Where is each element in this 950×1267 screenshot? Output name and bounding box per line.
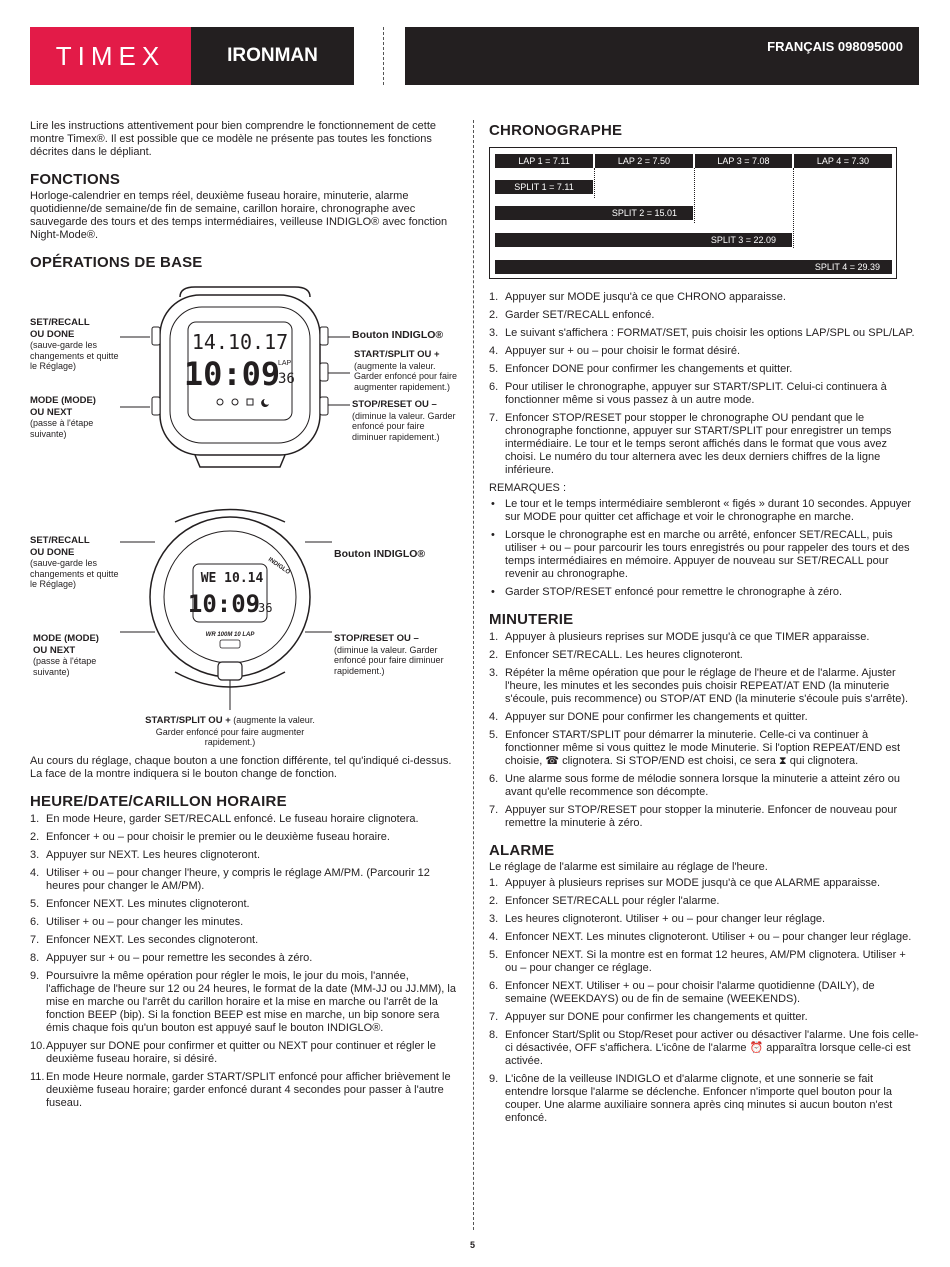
list-item: 7. Appuyer sur DONE pour confirmer les changements et quitter. [489, 1011, 808, 1023]
heure-heading: HEURE/DATE/CARILLON HORAIRE [30, 793, 287, 810]
lap-split-diagram [489, 147, 897, 279]
list-item: 4. Appuyer sur DONE pour confirmer les changements et quitter. [489, 711, 808, 723]
list-item: 5. Enfoncer START/SPLIT pour démarrer la minuterie. Celle-ci va continuer à fonctionner même si vous quittez le mode Minuterie. Si l'option REPEAT/END est choisie, ☎ clignotera. Si STOP/END est choisi, ce sera ⧗ qui clignotera. [489, 729, 901, 767]
list-item: • Le tour et le temps intermédiaire sembleront « figés » durant 10 secondes. Appuyer sur MODE pour quitter cet affichage et voir le chronographe en marche. [489, 498, 919, 524]
w1-lcd-lap: LAP [278, 360, 292, 367]
remarks-list [489, 498, 919, 599]
lap-2-bar: LAP 2 = 7.50 [595, 154, 693, 168]
w1-lcd-date: 14.10.17 [191, 330, 289, 354]
chrono-list [489, 291, 919, 477]
list-item: 2. Enfoncer + ou – pour choisir le premier ou le deuxième fuseau horaire. [30, 831, 390, 843]
list-item: 6. Enfoncer NEXT. Utiliser + ou – pour choisir l'alarme quotidienne (DAILY), de semaine (WEEKDAYS) ou de fin de semaine (WEEKENDS). [489, 980, 875, 1005]
list-item: 5. Enfoncer DONE pour confirmer les changements et quitter. [489, 363, 793, 375]
list-item: 9. L'icône de la veilleuse INDIGLO et d'alarme clignote, et une sonnerie se fait entendre lorsque l'alarme se déclenche. Enfoncer n'importe quel bouton pour la couper. Une alarme auxiliaire sonnera après cinq minutes si aucun bouton n'est enfoncé. [489, 1073, 893, 1124]
minuterie-heading: MINUTERIE [489, 611, 574, 628]
fonctions-text: Horloge-calendrier en temps réel, deuxième fuseau horaire, minuterie, alarme quotidienne/de semaine/de fin de semaine, carillon horaire, chronographe avec sauvegarde des tours et des temps intermédiaires, veilleuse INDIGLO® avec fonction Night-Mode®. [30, 190, 448, 241]
list-item: 3. Les heures clignoteront. Utiliser + ou – pour changer leur réglage. [489, 913, 826, 925]
list-item: 1. Appuyer sur MODE jusqu'à ce que CHRONO apparaisse. [489, 291, 786, 303]
alarme-intro: Le réglage de l'alarme est similaire au réglage de l'heure. [489, 861, 768, 873]
w2-set-label: SET/RECALL OU DONE (sauve-garde les changements et quitte le Réglage) [30, 535, 119, 589]
lap-4-bar: LAP 4 = 7.30 [794, 154, 892, 168]
watch-1-diagram [120, 277, 360, 472]
list-item: 6. Pour utiliser le chronographe, appuyer sur START/SPLIT. Celui-ci continuera à fonctionner même si vous passez à un autre mode. [489, 381, 887, 406]
w1-indiglo-label: Bouton INDIGLO® [352, 329, 444, 341]
list-item: 1. Appuyer à plusieurs reprises sur MODE jusqu'à ce que ALARME apparaisse. [489, 877, 881, 889]
list-item: 4. Utiliser + ou – pour changer l'heure, y compris le réglage AM/PM. (Parcourir 12 heures pour changer le AM/PM). [30, 867, 430, 892]
w2-indiglo-label: Bouton INDIGLO® [334, 548, 426, 560]
list-item: 7. Appuyer sur STOP/RESET pour stopper la minuterie. Enfoncer de nouveau pour remettre la minuterie à zéro. [489, 804, 898, 829]
alarme-heading: ALARME [489, 842, 555, 859]
split-4-bar: SPLIT 4 = 29.39 [495, 260, 892, 274]
operations-heading: OPÉRATIONS DE BASE [30, 254, 203, 271]
list-item: 6. Une alarme sous forme de mélodie sonnera lorsque la minuterie a atteint zéro ou avant qu'elle recommence son décompte. [489, 773, 900, 798]
alarme-list [489, 877, 919, 1125]
list-item: 9. Poursuivre la même opération pour régler le mois, le jour du mois, l'année, l'affichage de l'heure sur 12 ou 24 heures, le format de la date (MM-JJ ou JJ.MM), la mise en marche ou l'arrêt du carillon horaire et la mise en marche ou l'arrêt de la fonction BEEP (bip). Si la fonction BEEP est mise en marche, un bip sonore sera émis chaque fois qu'un bouton est appuyé sauf le bouton INDIGLO®. [30, 970, 456, 1034]
list-item: 11. En mode Heure normale, garder START/SPLIT enfoncé pour afficher brièvement le deuxième fuseau horaire; garder enfoncé durant 4 secondes pour passer à l'autre fuseau. [30, 1071, 451, 1109]
ironman-logo: IRONMAN [191, 27, 354, 85]
lap-1-bar: LAP 1 = 7.11 [495, 154, 593, 168]
list-item: 7. Enfoncer NEXT. Les secondes clignoteront. [30, 934, 259, 946]
watch-diagrams [30, 277, 458, 755]
w1-set-label: SET/RECALL OU DONE (sauve-garde les changements et quitte le Réglage) [30, 317, 119, 371]
list-item: 8. Appuyer sur + ou – pour remettre les secondes à zéro. [30, 952, 313, 964]
w2-lcd-time: 10:09 [187, 590, 261, 618]
left-column [30, 120, 458, 1115]
w2-lcd-date: WE 10.14 [200, 571, 264, 586]
list-item: • Garder STOP/RESET enfoncé pour remettre le chronographe à zéro. [489, 586, 919, 599]
list-item: 5. Enfoncer NEXT. Les minutes clignoteront. [30, 898, 250, 910]
right-column [489, 120, 919, 1130]
list-item: 8. Enfoncer Start/Split ou Stop/Reset pour activer ou désactiver l'alarme. Une fois celle-ci désactivée, OFF s'affichera. L'icône de l'alarme ⏰ apparaîtra lorsque celle-ci est activée. [489, 1029, 919, 1067]
w1-stop-label: STOP/RESET OU – (diminue la valeur. Garder enfoncé pour faire diminuer rapidement.) [352, 399, 456, 442]
intro-text: Lire les instructions attentivement pour bien comprendre le fonctionnement de cette montre Timex®. Il est possible que ce modèle ne présente pas toutes les fonctions décrites dans le dépliant. [30, 120, 437, 158]
operations-after: Au cours du réglage, chaque bouton a une fonction différente, tel qu'indiqué ci-dessus. La face de la montre indiquera si le bouton change de fonction. [30, 755, 452, 780]
watch-2-diagram [120, 502, 340, 712]
list-item: 4. Appuyer sur + ou – pour choisir le format désiré. [489, 345, 741, 357]
w1-start-label: START/SPLIT OU + (augmente la valeur. Garder enfoncé pour faire augmenter rapidement.) [354, 349, 458, 392]
list-item: 2. Garder SET/RECALL enfoncé. [489, 309, 655, 321]
w2-start-label: START/SPLIT OU + (augmente la valeur. Garder enfoncé pour faire augmenter rapidement.) [145, 715, 315, 747]
lap-3-bar: LAP 3 = 7.08 [695, 154, 792, 168]
page-number: 5 [470, 1240, 476, 1250]
list-item: 1. Appuyer à plusieurs reprises sur MODE jusqu'à ce que TIMER apparaisse. [489, 631, 870, 643]
split-1-bar: SPLIT 1 = 7.11 [495, 180, 593, 194]
list-item: 5. Enfoncer NEXT. Si la montre est en format 12 heures, AM/PM clignotera. Utiliser + ou – pour changer ce réglage. [489, 949, 906, 974]
list-item: • Lorsque le chronographe est en marche ou arrêté, enfoncer SET/RECALL, puis utiliser + ou – pour parcourir les tours enregistrés ou pour rappeler des tours et des temps intermédiaires en mémoire. Appuyer de nouveau sur SET/RECALL pour revenir au chronographe. [489, 529, 919, 581]
heure-list [30, 813, 458, 1110]
w2-face-text: WR 100M 10 LAP [205, 632, 255, 638]
minuterie-list [489, 631, 919, 830]
list-item: 10. Appuyer sur DONE pour confirmer et quitter ou NEXT pour continuer et régler le deuxième fuseau horaire, si désiré. [30, 1040, 436, 1065]
w2-lcd-sec: 36 [258, 601, 273, 615]
list-item: 2. Enfoncer SET/RECALL. Les heures clignoteront. [489, 649, 743, 661]
timex-logo: TIMEX [30, 27, 191, 85]
list-item: 7. Enfoncer STOP/RESET pour stopper le chronographe OU pendant que le chronographe fonctionne, appuyer sur START/SPLIT pour enregistrer un temps intermédiaire. Le tour et le temps seront affichés dans le format que vous avez choisi. Le numéro du tour alternera avec les deux derniers chiffres de la ligne inférieure. [489, 412, 892, 476]
split-2-bar: SPLIT 2 = 15.01 [495, 206, 693, 220]
remarks-title: REMARQUES : [489, 482, 567, 494]
column-divider [473, 120, 474, 1230]
w1-mode-label: MODE (MODE) OU NEXT (passe à l'étape suivante) [30, 395, 96, 439]
header-bar [405, 27, 919, 85]
chrono-heading: CHRONOGRAPHE [489, 122, 623, 139]
list-item: 6. Utiliser + ou – pour changer les minutes. [30, 916, 244, 928]
list-item: 3. Appuyer sur NEXT. Les heures clignoteront. [30, 849, 261, 861]
fonctions-heading: FONCTIONS [30, 171, 121, 188]
list-item: 3. Répéter la même opération que pour le réglage de l'heure et de l'alarme. Ajuster l'heure, les minutes et les secondes puis choisir REPEAT/AT END (la minuterie s'écoule, puis recommence) ou STOP/AT END (la minuterie s'écoule puis s'arrête). [489, 667, 909, 705]
w2-mode-label: MODE (MODE) OU NEXT (passe à l'étape suivante) [33, 633, 99, 677]
w1-lcd-time: 10:09 [183, 355, 281, 393]
w2-face-brand: INDIGLO [266, 556, 291, 576]
list-item: 4. Enfoncer NEXT. Les minutes clignoteront. Utiliser + ou – pour changer leur réglage. [489, 931, 912, 943]
w2-stop-label: STOP/RESET OU – (diminue la valeur. Garder enfoncé pour faire diminuer rapidement.) [334, 633, 444, 676]
list-item: 1. En mode Heure, garder SET/RECALL enfoncé. Le fuseau horaire clignotera. [30, 813, 419, 825]
w1-lcd-sec: 36 [278, 371, 295, 387]
header-divider [383, 27, 384, 85]
split-3-bar: SPLIT 3 = 22.09 [495, 233, 792, 247]
doc-ref: FRANÇAIS 098095000 [767, 39, 903, 54]
list-item: 2. Enfoncer SET/RECALL pour régler l'alarme. [489, 895, 720, 907]
list-item: 3. Le suivant s'affichera : FORMAT/SET, puis choisir les options LAP/SPL ou SPL/LAP. [489, 327, 915, 339]
